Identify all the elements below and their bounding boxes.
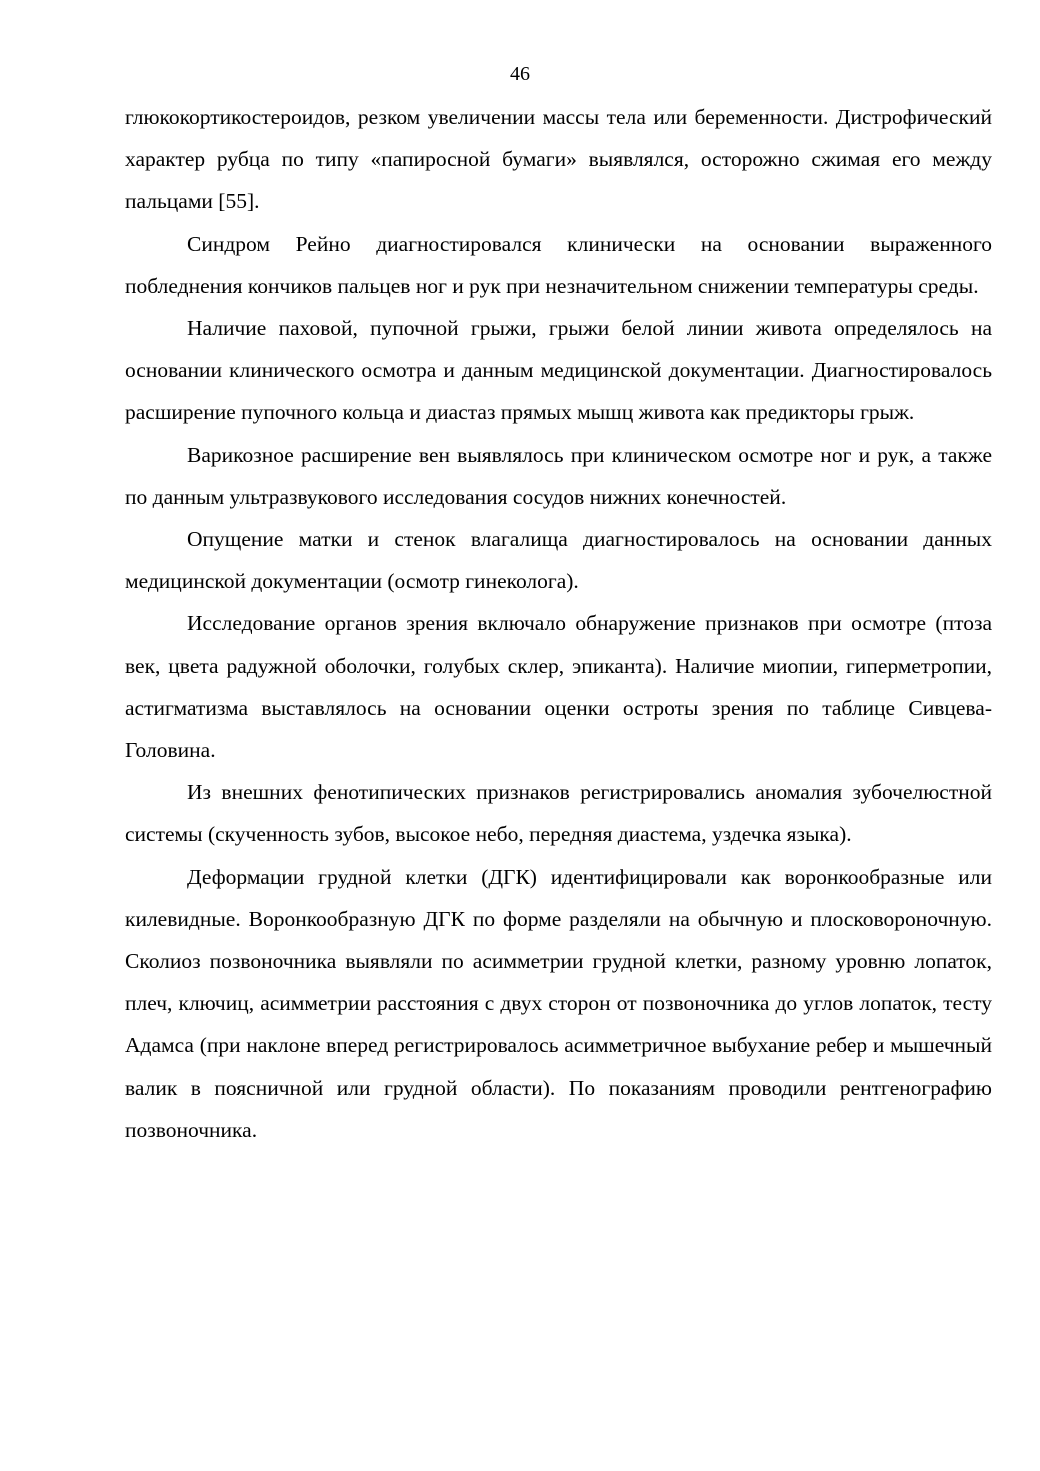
paragraph-vision: Исследование органов зрения включало обнаружение признаков при осмотре (птоза век, цвета радужной оболочки, голубых склер, эпиканта). Наличие миопии, гиперметропии, астигматизма выставлялось на основании оценки остроты зрения по таблице Сивцева-Головина. [125,611,992,763]
body-text [125,96,992,1151]
paragraph-dental-anomalies: Из внешних фенотипических признаков регистрировались аномалия зубочелюстной системы (скученность зубов, высокое небо, передняя диастема, уздечка языка). [125,780,992,847]
paragraph-chest-deformities: Деформации грудной клетки (ДГК) идентифицировали как воронкообразные или килевидные. Воронкообразную ДГК по форме разделяли на обычную и плосковороночную. Сколиоз позвоночника выявляли по асимметрии грудной клетки, разному уровню лопаток, плеч, ключиц, асимметрии расстояния с двух сторон от позвоночника до углов лопаток, тесту Адамса (при наклоне вперед регистрировалось асимметричное выбухание ребер и мышечный валик в поясничной или грудной области). По показаниям проводили рентгенографию позвоночника. [125,864,992,1142]
paragraph-varicose-veins: Варикозное расширение вен выявлялось при клиническом осмотре ног и рук, а также по данным ультразвукового исследования сосудов нижних конечностей. [125,442,992,509]
paragraph-continuation: глюкокортикостероидов, резком увеличении массы тела или беременности. Дистрофический характер рубца по типу «папиросной бумаги» выявлялся, осторожно сжимая его между пальцами [55]. [125,105,992,214]
page-number: 46 [510,63,530,85]
paragraph-uterine-prolapse: Опущение матки и стенок влагалища диагностировалось на основании данных медицинской документации (осмотр гинеколога). [125,527,992,594]
paragraph-hernia: Наличие паховой, пупочной грыжи, грыжи белой линии живота определялось на основании клинического осмотра и данным медицинской документации. Диагностировалось расширение пупочного кольца и диастаз прямых мышц живота как предикторы грыж. [125,316,992,425]
paragraph-raynaud-syndrome: Синдром Рейно диагностировался клинически на основании выраженного побледнения кончиков пальцев ног и рук при незначительном снижении температуры среды. [125,231,992,298]
